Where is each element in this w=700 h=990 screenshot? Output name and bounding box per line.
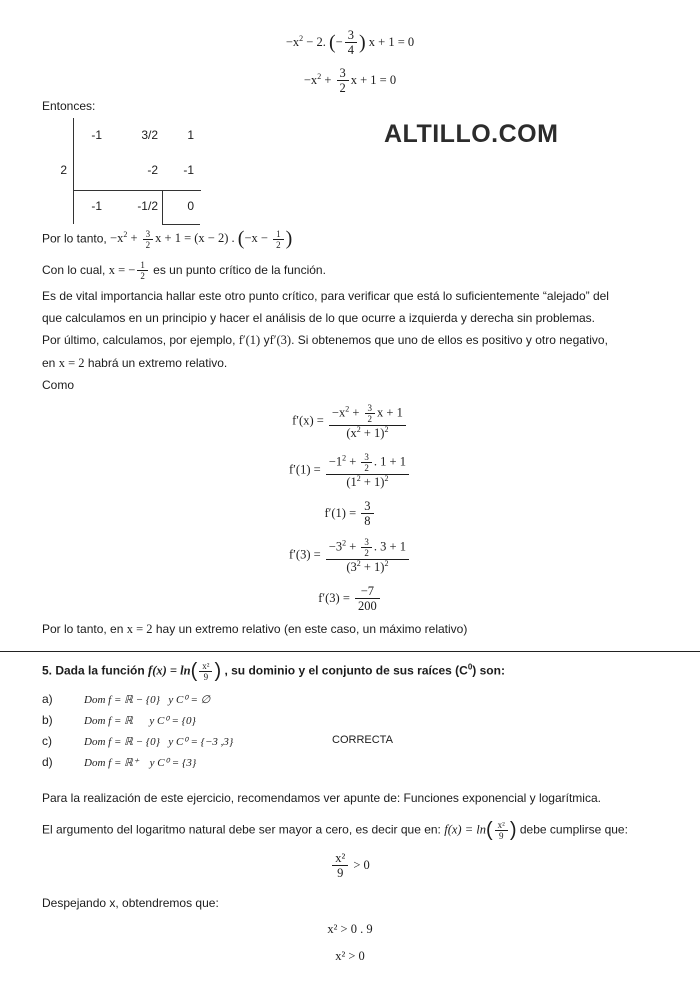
watermark-logo: ALTILLO.COM (384, 120, 559, 148)
derivative-at-3: f′(3) = $-3^2$ + $\frac{3}{2}$ . 3 + 1 $(3^2 + 1)^2$ (0, 537, 700, 574)
inequality-3: x² > 0 (335, 949, 365, 963)
ruffini-coef: -1 (91, 128, 102, 142)
option-letter: b) (42, 713, 53, 727)
option-text: Dom f = ℝ − {0} y C⁰ = ∅ (84, 694, 211, 706)
paragraph-line: Para la realización de este ejercicio, recomendamos ver apunte de: Funciones exponencial y logarítmica. (42, 791, 601, 805)
paragraph-line: Por último, calculamos, por ejemplo, f′(1) yf′(3). Si obtenemos que uno de ellos es positivo y otro negativo, (42, 333, 608, 347)
factor-statement: Por lo tanto, $-x^2$ + $\frac{3}{2}$ x + 1 = (x − 2) . (−x − $\frac{1}{2}$ ) (42, 228, 293, 250)
ruffini-result: -1 (91, 199, 102, 213)
ruffini-result: -1/2 (137, 199, 158, 213)
ruffini-coef: 1 (187, 128, 194, 142)
entonces-label: Entonces: (42, 99, 96, 113)
option-letter: c) (42, 734, 52, 748)
paragraph-line: El argumento del logaritmo natural debe ser mayor a cero, es decir que en: f(x) = ln( $\frac{\text{x²}}{9}$ ) debe cumplirse que: (42, 819, 628, 841)
ruffini-coef: 3/2 (141, 128, 158, 142)
ruffini-result: 0 (187, 199, 194, 213)
correct-tag: CORRECTA (332, 734, 393, 746)
option-letter: d) (42, 755, 53, 769)
question-5-title: 5. Dada la función f(x) = ln( $\frac{\text{x²}}{9}$ ) , su dominio y el conjunto de sus raíces $(C^0)$ son: (42, 660, 505, 682)
ruffini-remainder-bottom (162, 224, 200, 225)
option-text: Dom f = ℝ⁺ y C⁰ = {3} (84, 757, 197, 769)
ruffini-horizontal-line (73, 190, 201, 191)
option-text: Dom f = ℝ y C⁰ = {0} (84, 715, 196, 727)
section-divider (0, 651, 700, 652)
despejando-label: Despejando x, obtendremos que: (42, 896, 219, 910)
ruffini-product: -2 (147, 163, 158, 177)
inequality-1: $\frac{\text{x²}}{9}$ > 0 (0, 851, 700, 881)
conclusion-line: Por lo tanto, en x = 2 hay un extremo relativo (en este caso, un máximo relativo) (42, 622, 468, 636)
inequality-2: x² > 0 . 9 (327, 922, 373, 936)
equation-line-2: $-x^2$ + $\frac{3}{2}$ x + 1 = 0 (303, 66, 397, 96)
derivative-at-1-result: f′(1) = $\frac{3}{8}$ (0, 499, 700, 529)
critical-point-statement: Con lo cual, x = − $\frac{1}{2}$ es un punto crítico de la función. (42, 260, 326, 282)
paragraph-line: que calculamos en un principio y hacer el análisis de lo que ocurre a izquierda y derecha sin problemas. (42, 311, 595, 325)
option-letter: a) (42, 692, 53, 706)
paragraph-line: Es de vital importancia hallar este otro punto crítico, para verificar que está lo suficientemente “alejado” del (42, 289, 609, 303)
derivative-equation: f′(x) = $-x^2$ + $\frac{3}{2}$ x + 1 $(x^2 + 1)^2$ (0, 403, 700, 440)
derivative-at-3-result: f′(3) = $\frac{-7}{200}$ (0, 584, 700, 614)
paragraph-line: en x = 2 habrá un extremo relativo. (42, 356, 228, 370)
equation-line-1: $-x^2 - 2$. (− $\frac{3}{4}$ ) x + 1 = 0 (285, 28, 415, 58)
ruffini-product: -1 (183, 163, 194, 177)
ruffini-root: 2 (60, 163, 67, 177)
como-label: Como (42, 378, 75, 392)
derivative-at-1: f′(1) = $-1^2$ + $\frac{3}{2}$ . 1 + 1 $(1^2 + 1)^2$ (0, 452, 700, 489)
option-text: Dom f = ℝ − {0} y C⁰ = {−3 ,3} (84, 736, 234, 748)
